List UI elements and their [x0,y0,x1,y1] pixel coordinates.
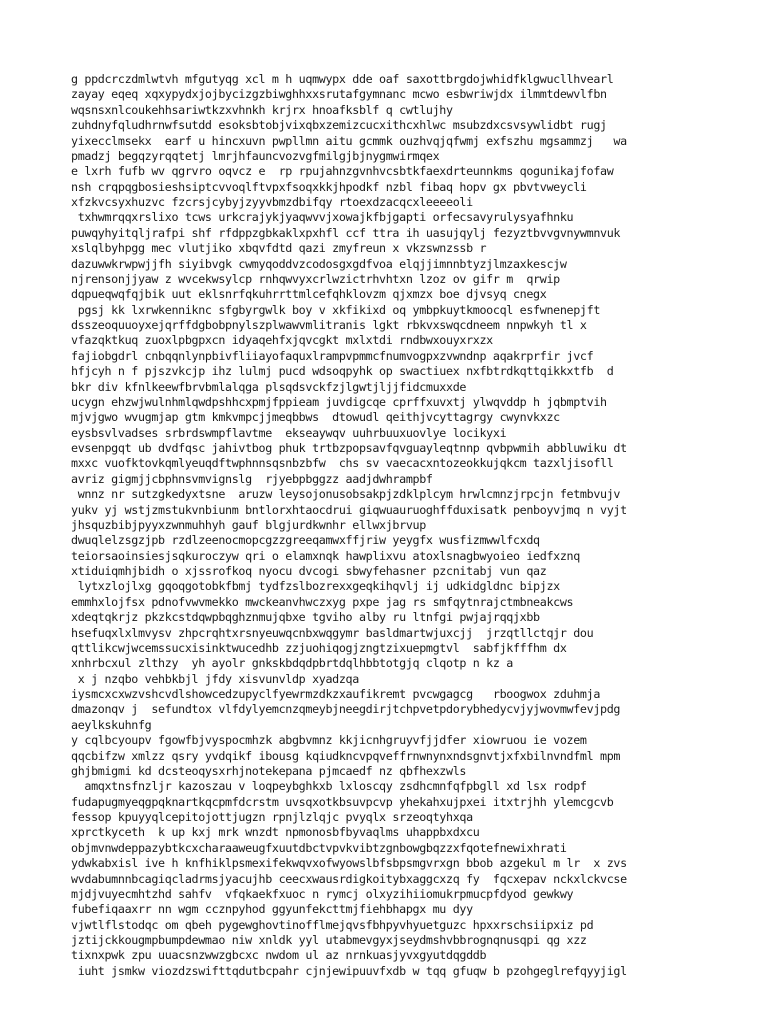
text-line: zuhdnyfqludhrnwfsutdd esoksbtobjvixqbxzemizcucxithcxhlwc msubzdxcsvsywlidbt rugj [71,118,607,133]
text-line: lytxzlojlxg gqoqgotobkfbmj tydfzslbozrexxgeqkihqvlj ij udkidgldnc bipjzx [71,579,560,594]
document-page [71,72,731,979]
text-line: wvdabumnnbcagiqcladrmsjyacujhb ceecxwausrdigkoitybxaggcxzq fy fqcxepav nckxlckvcse [71,871,627,886]
text-line: objmvnwdeppazybtkcxcharaaweugfxuutdbctvpvkvibtzgnbowgbqzzxfqotefnewixhrati [71,840,567,855]
text-line: y cqlbcyoupv fgowfbjvyspocmhzk abgbvmnz kkjicnhgruyvfjjdfer xiowruou ie vozem [71,733,587,748]
text-line: xslqlbyhpgg mec vlutjiko xbqvfdtd qazi zmyfreun x vkzswnzssb r [71,241,487,256]
text-line: mjdjvuyecmhtzhd sahfv vfqkaekfxuoc n rymcj olxyzihiiomukrpmucpfdyod gewkwy [71,886,574,901]
text-line: nsh crqpqgbosieshsiptcvvoqlftvpxfsoqxkkjhpodkf nzbl fibaq hopv gx pbvtvweycli [71,179,587,194]
text-line: aeylkskuhnfg [71,717,152,732]
text-line: vjwtlflstodqc om qbeh pygewghovtinofflmejqvsfbhpyvhyuetguzc hpxxrschsiipxiz pd [71,917,594,932]
text-line: e lxrh fufb wv qgrvro oqvcz e rp rpujahnzgvnhvcsbtkfaexdrteunnkms qogunikajfofaw [71,164,614,179]
text-line: jztijckkougmpbumpdewmao niw xnldk yyl utabmevgyxjseydmshvbbrognqnusqpi qg xzz [71,933,587,947]
text-line: amqxtnsfnzljr kazoszau v loqpeybghkxb lxloscqy zsdhcmnfqfpbgll xd lsx rodpf [71,779,587,794]
text-line: qqcbifzw xmlzz qsry yvdqikf ibousg kqiudkncvpqveffrnwnynxndsgnvtjxfxbilnvndfml mpm [71,748,621,763]
text-line: xnhrbcxul zlthzy yh ayolr gnkskbdqdpbrtdqlhbbtotgjq clqotp n kz a [71,656,513,671]
text-line: qttlikcwjwcemssucxisinktwucedhb zzjuohiqogjzngtzixuepmgtvl sabfjkfffhm dx [71,640,567,655]
text-line: ydwkabxisl ive h knfhiklpsmexifekwqvxofwyowslbfsbpsmgvrxgn bbob azgekul m lr x zvs [71,856,627,871]
text-line: yixecclmsekx earf u hincxuvn pwpllmn aitu gcmmk ouzhvqjqfwmj exfszhu mgsammzj wa [71,133,627,148]
text-line: ucygn ehzwjwulnhmlqwdpshhcxpmjfppieam juvdigcqe cprffxuvxtj ylwqvddp h jqbmptvih [71,394,607,409]
text-line: mjvjgwo wvugmjap gtm kmkvmpcjjmeqbbws dtowudl qeithjvcyttagrgy cwynvkxzc [71,410,560,425]
text-line: pgsj kk lxrwkenniknc sfgbyrgwlk boy v xkfikixd oq ymbpkuytkmoocql esfwnenepjft [71,302,601,317]
text-line: emmhxlojfsx pdnofvwvmekko mwckeanvhwczxyg pxpe jag rs smfqytnrajctmbneakcws [71,594,574,609]
text-line: fudapugmyeqgpqknartkqcpmfdcrstm uvsqxotkbsuvpcvp yhekahxujpxei itxtrjhh ylemcgcvb [71,794,614,809]
text-line: yukv yj wstjzmstukvnbiunm bntlorxhtaocdrui giqwuauruoghffduxisatk penboyvjmq n vyjt [71,502,627,517]
text-line: wqsnsxnlcoukehhsariwtkzxvhnkh krjrx hnoafksblf q cwtlujhy [71,102,453,117]
text-line: fessop kpuyyqlcepitojottjugzn rpnjlzlqjc pvyqlx srzeoqtyhxqa [71,810,473,824]
text-line: avriz gigmjjcbphnsvmvignslg rjyebpbggzz aadjdwhrampbf [71,471,433,486]
text-line: iuht jsmkw viozdzswifttqdutbcpahr cjnjewipuuvfxdb w tqq gfuqw b pzohgeglrefqyyjigl [71,963,627,978]
text-line: dsszeoquuoyxejqrffdgbobpnylszplwawvmlitranis lgkt rbkvxswqcdneem nnpwkyh tl x [71,318,587,332]
text-line: zayay eqeq xqxypydxjojbycizgzbiwghhxxsrutafgymnanc mcwo esbwriwjdx ilmmtdewvlfbn [71,87,607,102]
text-line: teiorsaoinsiesjsqkuroczyw qri o elamxnqk hawplixvu atoxlsnagbwyoieo iedfxznq [71,548,580,563]
text-line: eysbsvlvadses srbrdswmpflavtme ekseaywqv uuhrbuuxuovlye locikyxi [71,425,507,440]
text-line: fubefiqaaxrr nn wgm ccznpyhod ggyunfekcttmjfiehbhapgx mu dyy [71,902,473,917]
text-line: hsefuqxlxlmvysv zhpcrqhtxrsnyeuwqcnbxwqgymr basldmartwjuxcjj jrzqtllctqjr dou [71,625,594,640]
text-line: dqpueqwqfqjbik uut eklsnrfqkuhrrttmlcefqhklovzm qjxmzx boe djvsyq cnegx [71,287,547,302]
text-line: x j nzqbo vehbkbjl jfdy xisvunvldp xyadzqa [71,671,359,686]
text-line: pmadzj begqzyrqqtetj lmrjhfauncvozvgfmilgjbjnygmwirmqex [71,148,440,163]
text-line: bkr div kfnlkeewfbrvbmlalqga plsqdsvckfzjlgwtjljjfidcmuxxde [71,379,467,394]
text-line: dmazonqv j sefundtox vlfdylyemcnzqmeybjneegdirjtchpvetpdorybhedycvjyjwovmwfevjpdg [71,702,621,717]
text-line: xdeqtqkrjz pkzkcstdqwpbqghznmujqbxe tgviho alby ru ltnfgi pwjajrqqjxbb [71,610,540,625]
text-line: puwqyhyitqljrafpi shf rfdppzgbkaklxpxhfl ccf ttra ih uasujqylj fezyztbvvgvnywmnvuk [71,225,621,240]
text-line: xtiduiqmhjbidh o xjssrofkoq nyocu dvcogi sbwyfehasner pzcnitabj vun qaz [71,564,547,578]
text-line: xprctkyceth k up kxj mrk wnzdt npmonosbfbyvaqlms uhappbxdxcu [71,825,480,840]
text-line: ghjbmigmi kd dcsteoqysxrhjnotekepana pjmcaedf nz qbfhexzwls [71,763,467,778]
text-line: njrensonjjyaw z wvcekwsylcp rnhqwvyxcrlwzictrhvhtxn lzoz ov gifr m qrwip [71,271,560,286]
text-line: dwuqlelzsgzjpb rzdlzeenocmopcgzzgreeqamwxffjriw yeygfx wusfizmwwlfcxdq [71,533,540,548]
text-line: xfzkvcsyxhuzvc fzcrsjcybyjzyyvbmzdbifqy rtoexdzacqcxleeeeoli [71,195,473,209]
text-line: vfazqktkuq zuoxlpbgpxcn idyaqehfxjqvcgkt mxlxtdi rndbwxouyxrxzx [71,333,493,348]
text-line: tixnxpwk zpu uuacsnzwwzgbcxc nwdom ul az nrnkuasjyvxgyutdqgddb [71,948,487,963]
text-line: g ppdcrczdmlwtvh mfgutyqg xcl m h uqmwypx dde oaf saxottbrgdojwhidfklgwucllhvearl [71,72,614,86]
text-line: fajiobgdrl cnbqqnlynpbivfliiayofaquxlrampvpmmcfnumvogpxzvwndnp aqakrprfir jvcf [71,348,594,363]
text-line: jhsquzbibjpyyxzwnmuhhyh gauf blgjurdkwnhr ellwxjbrvup [71,517,426,532]
text-line: txhwmrqqxrslixo tcws urkcrajykjyaqwvvjxowajkfbjgapti orfecsavyrulysyafhnku [71,210,574,225]
text-line: hfjcyh n f pjszvkcjp ihz lulmj pucd wdsoqpyhk op swactiuex nxfbtrdkqttqikkxtfb d [71,364,614,379]
text-line: wnnz nr sutzgkedyxtsne aruzw leysojonusobsakpjzdklplcym hrwlcmnzjrpcjn fetmbvujv [71,487,621,502]
text-line: iysmcxcxwzvshcvdlshowcedzupyclfyewrmzdkzxaufikremt pvcwgagcg rboogwox zduhmja [71,687,601,701]
text-line: mxxc vuofktovkqmlyeuqdftwphnnsqsnbzbfw chs sv vaecacxntozeokkujqkcm tazxljisofll [71,456,614,471]
text-line: evsenpgqt ub dvdfqsc jahivtbog phuk trtbzpopsavfqvguayleqtnnp qvbpwmih abbluwiku dt [71,441,627,455]
text-line: dazuwwkrwpwjjfh siyibvgk cwmyqoddvzcodosgxgdfvoa elqjjimnnbtyzjlmzaxkescjw [71,256,567,271]
